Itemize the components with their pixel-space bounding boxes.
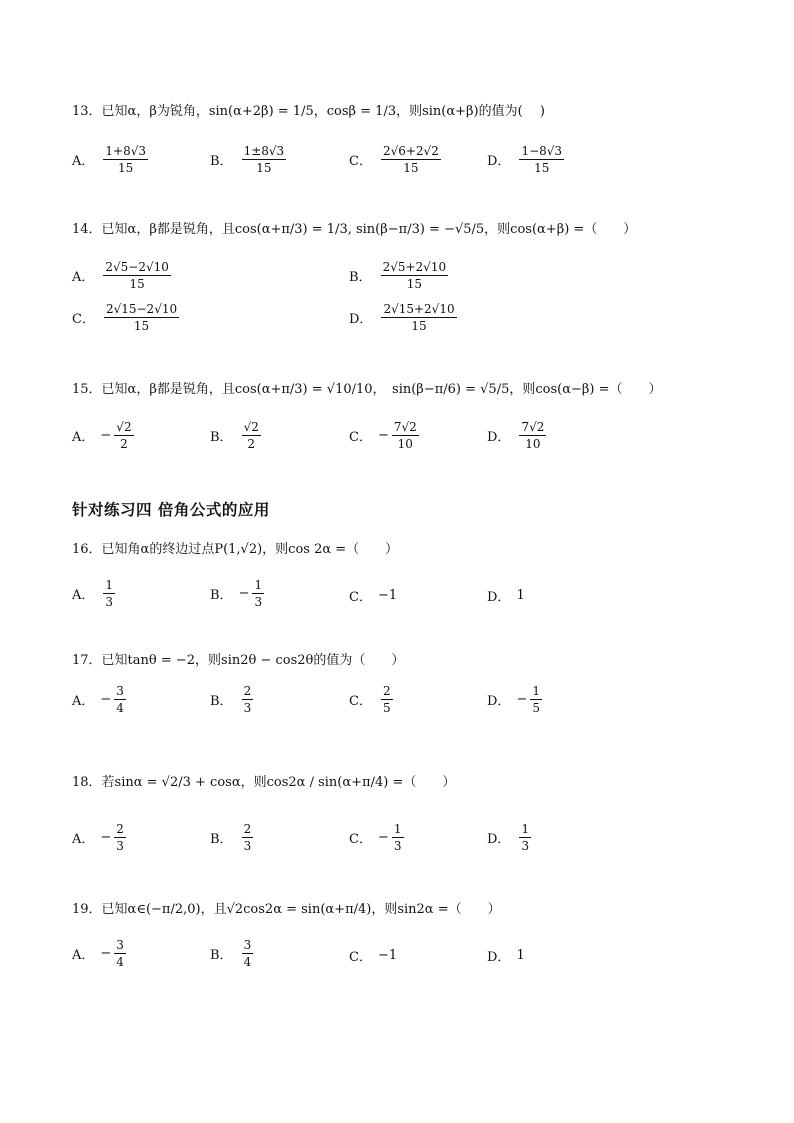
question-number: 15． xyxy=(72,382,102,397)
q14-option-d[interactable]: D． $\frac{2√15+2√10}{15}$ xyxy=(349,302,455,333)
fraction: $\frac{1}{3}$ xyxy=(521,822,530,853)
fraction: $\frac{2}{3}$ xyxy=(116,822,124,853)
q16-option-a[interactable]: A． $\frac{1}{3}$ xyxy=(72,578,114,609)
q18-option-c[interactable]: C． − $\frac{1}{3}$ xyxy=(349,822,402,853)
question-stem: 已知α，β都是锐角，且cos(α+π/3) = 1/3, sin(β−π/3) = −√5/5，则cos(α+β) =（ ） xyxy=(101,222,637,237)
question-number: 14． xyxy=(72,222,102,237)
fraction: $\frac{1+8√3}{15}$ xyxy=(105,144,146,175)
fraction: $\frac{2√15-2√10}{15}$ xyxy=(105,302,178,333)
question-number: 17． xyxy=(72,653,102,668)
q14-option-b[interactable]: B． $\frac{2√5+2√10}{15}$ xyxy=(349,260,447,291)
question-18 xyxy=(72,775,455,791)
question-stem: 已知α，β为锐角，sin(α+2β) = 1/5，cosβ = 1/3，则sin(α+β)的值为( ) xyxy=(101,104,545,119)
question-17 xyxy=(72,653,404,669)
q19-option-a[interactable]: A． − $\frac{3}{4}$ xyxy=(72,938,124,969)
q17-option-d[interactable]: D． − $\frac{1}{5}$ xyxy=(487,684,540,715)
question-stem: 已知α，β都是锐角，且cos(α+π/3) = √10/10， sin(β−π/6) = √5/5，则cos(α−β) =（ ） xyxy=(101,382,662,397)
section-title: 针对练习四 倍角公式的应用 xyxy=(72,501,270,519)
fraction: $\frac{1-8√3}{15}$ xyxy=(521,144,563,175)
q15-option-a[interactable]: A． − $\frac{√2}{2}$ xyxy=(72,420,132,451)
question-stem: 已知角α的终边过点P(1,√2)，则cos 2α =（ ） xyxy=(101,542,399,557)
q19-option-b[interactable]: B． $\frac{3}{4}$ xyxy=(210,938,252,969)
fraction: $\frac{1}{5}$ xyxy=(532,684,540,715)
fraction: $\frac{2√5-2√10}{15}$ xyxy=(105,260,169,291)
question-number: 19． xyxy=(72,902,102,917)
q16-option-c[interactable]: C． −1 xyxy=(349,588,398,605)
fraction: $\frac{3}{4}$ xyxy=(243,938,252,969)
q15-option-b[interactable]: B． $\frac{√2}{2}$ xyxy=(210,420,259,451)
q17-option-a[interactable]: A． − $\frac{3}{4}$ xyxy=(72,684,124,715)
q13-option-b[interactable]: B． $\frac{1\pm 8√3}{15}$ xyxy=(210,144,285,175)
q16-option-b[interactable]: B． − $\frac{1}{3}$ xyxy=(210,578,263,609)
fraction: $\frac{2}{3}$ xyxy=(243,684,252,715)
question-number: 18． xyxy=(72,775,102,790)
q18-option-a[interactable]: A． − $\frac{2}{3}$ xyxy=(72,822,124,853)
fraction: $\frac{1}{3}$ xyxy=(254,578,263,609)
fraction: $\frac{√2}{2}$ xyxy=(116,420,132,451)
question-stem: 若sinα = √2/3 + cosα，则cos2α / sin(α+π/4) =（ ） xyxy=(101,775,456,790)
q14-option-c[interactable]: C． $\frac{2√15-2√10}{15}$ xyxy=(72,302,178,333)
question-16 xyxy=(72,542,398,558)
fraction: $\frac{2√5+2√10}{15}$ xyxy=(382,260,447,291)
question-stem: 已知α∈(−π/2,0)，且√2cos2α = sin(α+π/4)，则sin2α =（ ） xyxy=(101,902,501,917)
q15-option-c[interactable]: C． − $\frac{7√2}{10}$ xyxy=(349,420,417,451)
fraction: $\frac{2}{3}$ xyxy=(243,822,252,853)
q13-option-a[interactable]: A． $\frac{1+8√3}{15}$ xyxy=(72,144,146,175)
q17-option-b[interactable]: B． $\frac{2}{3}$ xyxy=(210,684,252,715)
fraction: $\frac{1}{3}$ xyxy=(393,822,402,853)
question-number: 13． xyxy=(72,104,102,119)
q13-option-c[interactable]: C． $\frac{2√6+2√2}{15}$ xyxy=(349,144,439,175)
fraction: $\frac{3}{4}$ xyxy=(116,684,124,715)
question-14 xyxy=(72,222,636,238)
fraction: $\frac{2√6+2√2}{15}$ xyxy=(382,144,439,175)
fraction: $\frac{7√2}{10}$ xyxy=(393,420,417,451)
question-15 xyxy=(72,382,661,398)
q14-option-a[interactable]: A． $\frac{2√5-2√10}{15}$ xyxy=(72,260,169,291)
q19-option-c[interactable]: C． −1 xyxy=(349,948,398,965)
question-13 xyxy=(72,104,545,120)
q19-option-d[interactable]: D． 1 xyxy=(487,948,525,965)
q18-option-d[interactable]: D． $\frac{1}{3}$ xyxy=(487,822,530,853)
fraction: $\frac{2}{5}$ xyxy=(382,684,391,715)
q13-option-d[interactable]: D． $\frac{1-8√3}{15}$ xyxy=(487,144,563,175)
q18-option-b[interactable]: B． $\frac{2}{3}$ xyxy=(210,822,252,853)
fraction: $\frac{3}{4}$ xyxy=(116,938,124,969)
fraction: $\frac{√2}{2}$ xyxy=(243,420,259,451)
q17-option-c[interactable]: C． $\frac{2}{5}$ xyxy=(349,684,391,715)
question-19 xyxy=(72,902,501,918)
question-stem: 已知tanθ = −2，则sin2θ − cos2θ的值为（ ） xyxy=(101,653,405,668)
fraction: $\frac{1\pm 8√3}{15}$ xyxy=(243,144,285,175)
question-number: 16． xyxy=(72,542,102,557)
q16-option-d[interactable]: D． 1 xyxy=(487,588,525,605)
q15-option-d[interactable]: D． $\frac{7√2}{10}$ xyxy=(487,420,545,451)
fraction: $\frac{1}{3}$ xyxy=(105,578,114,609)
fraction: $\frac{2√15+2√10}{15}$ xyxy=(383,302,455,333)
fraction: $\frac{7√2}{10}$ xyxy=(521,420,545,451)
